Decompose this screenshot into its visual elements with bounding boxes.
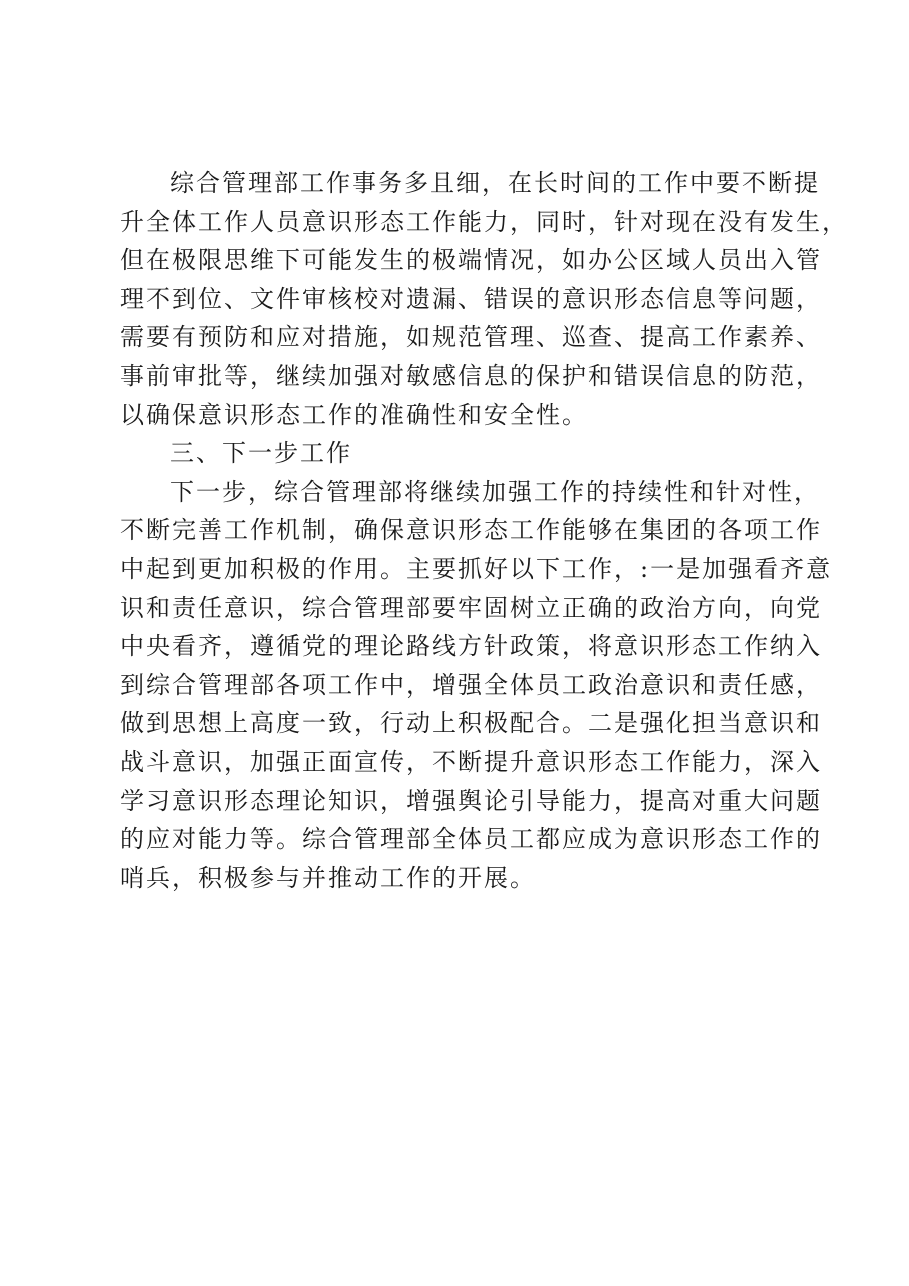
text-line: 事前审批等，继续加强对敏感信息的保护和错误信息的防范， bbox=[120, 361, 822, 390]
text-line: 中起到更加积极的作用。主要抓好以下工作，:一是加强看齐意 bbox=[120, 554, 833, 583]
text-line: 学习意识形态理论知识，增强舆论引导能力，提高对重大问题 bbox=[120, 786, 822, 815]
text-line: 理不到位、文件审核校对遗漏、错误的意识形态信息等问题， bbox=[120, 284, 822, 313]
text-line: 不断完善工作机制，确保意识形态工作能够在集团的各项工作 bbox=[120, 516, 822, 545]
text-line: 做到思想上高度一致，行动上积极配合。二是强化担当意识和 bbox=[120, 709, 822, 738]
text-line: 战斗意识，加强正面宣传，不断提升意识形态工作能力，深入 bbox=[120, 747, 822, 776]
paragraph-management-duties bbox=[120, 164, 848, 434]
text-line: 的应对能力等。综合管理部全体员工都应成为意识形态工作的 bbox=[120, 825, 822, 854]
text-line: 哨兵，积极参与并推动工作的开展。 bbox=[120, 863, 536, 892]
text-line: 以确保意识形态工作的准确性和安全性。 bbox=[120, 400, 588, 429]
text-line: 需要有预防和应对措施，如规范管理、巡查、提高工作素养、 bbox=[120, 323, 822, 352]
text-line: 但在极限思维下可能发生的极端情况，如办公区域人员出入管 bbox=[120, 246, 822, 275]
text-line: 升全体工作人员意识形态工作能力，同时，针对现在没有发生， bbox=[120, 207, 848, 236]
text-line: 下一步，综合管理部将继续加强工作的持续性和针对性， bbox=[170, 477, 820, 506]
section-heading: 三、下一步工作 bbox=[170, 439, 352, 468]
text-line: 到综合管理部各项工作中，增强全体员工政治意识和责任感， bbox=[120, 670, 822, 699]
text-line: 识和责任意识，综合管理部要牢固树立正确的政治方向，向党 bbox=[120, 593, 822, 622]
paragraph-next-steps bbox=[120, 473, 833, 898]
text-line: 综合管理部工作事务多且细，在长时间的工作中要不断提 bbox=[170, 169, 820, 197]
document-body bbox=[120, 164, 848, 897]
text-line: 中央看齐，遵循党的理论路线方针政策，将意识形态工作纳入 bbox=[120, 632, 822, 661]
